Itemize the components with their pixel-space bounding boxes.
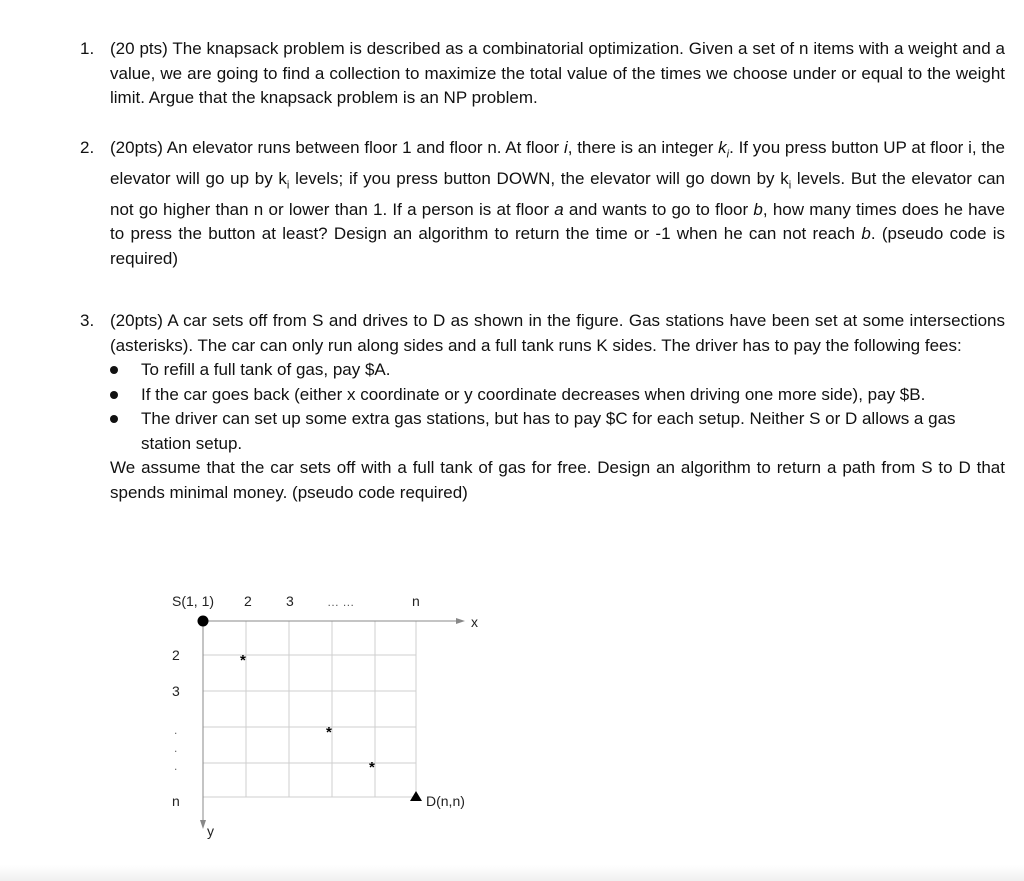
row-label-dot: . xyxy=(174,741,178,755)
start-point-icon xyxy=(198,616,209,627)
grid-lines xyxy=(203,621,416,797)
question-number: 1. xyxy=(80,39,95,58)
column-label-2: 2 xyxy=(244,593,252,609)
y-axis-arrow-icon xyxy=(200,820,206,829)
fee-item: If the car goes back (either x coordinate or y coordinate decreases when driving one more side), pay $B. xyxy=(141,383,1005,408)
column-label-3: 3 xyxy=(286,593,294,609)
destination-triangle-icon xyxy=(410,791,422,801)
start-label: S(1, 1) xyxy=(172,593,215,609)
column-label-dots: … … xyxy=(327,595,355,609)
row-label-dot: . xyxy=(174,723,178,737)
y-axis-label: y xyxy=(207,823,214,839)
fee-item: To refill a full tank of gas, pay $A. xyxy=(141,358,1005,383)
question-1-text: (20 pts) The knapsack problem is described as a combinatorial optimization. Given a set of n items with a weight and a value, we are going to find a collection to maximize the total value of the times we choose under or equal to the weight limit. Argue that the knapsack problem is an NP problem. xyxy=(110,39,1005,107)
question-2-text: (20pts) An elevator runs between floor 1 and floor n. At floor i, there is an integer $k_i$. If you press button UP at floor i, the elevator will go up by $k_i$ levels; if you press button DOWN, the elevator will go down by $k_i$ levels. But the elevator can not go higher than n or lower than 1. If a person is at floor a and wants to go to floor b, how many times does he have to press the button at least? Design an algorithm to return the time or -1 when he can not reach b. (pseudo code is required) xyxy=(110,138,1006,268)
fee-item: The driver can set up some extra gas stations, but has to pay $C for each setup. Neither S or D allows a gas station setup. xyxy=(141,407,1005,456)
row-label-3: 3 xyxy=(172,683,180,699)
x-axis-label: x xyxy=(471,614,478,630)
x-axis-arrow-icon xyxy=(456,618,465,624)
column-label-n: n xyxy=(412,593,420,609)
gas-station-icon: * xyxy=(326,724,332,741)
question-3-intro: (20pts) A car sets off from S and drives to D as shown in the figure. Gas stations have been set at some intersections (asterisks). The car can only run along sides and a full tank runs K sides. The driver has to pay the following fees: xyxy=(110,311,1005,355)
page-bottom-edge xyxy=(0,865,1024,881)
gas-station-icon: * xyxy=(240,652,246,669)
question-3-closing: We assume that the car sets off with a full tank of gas for free. Design an algorithm to return a path from S to D that spends minimal money. (pseudo code required) xyxy=(110,458,1005,502)
row-label-n: n xyxy=(172,793,180,809)
question-number: 2. xyxy=(80,138,95,157)
row-label-2: 2 xyxy=(172,647,180,663)
question-number: 3. xyxy=(80,311,95,330)
gas-station-icon: * xyxy=(369,759,375,776)
destination-label: D(n,n) xyxy=(426,793,465,809)
row-label-dot: . xyxy=(174,759,178,773)
